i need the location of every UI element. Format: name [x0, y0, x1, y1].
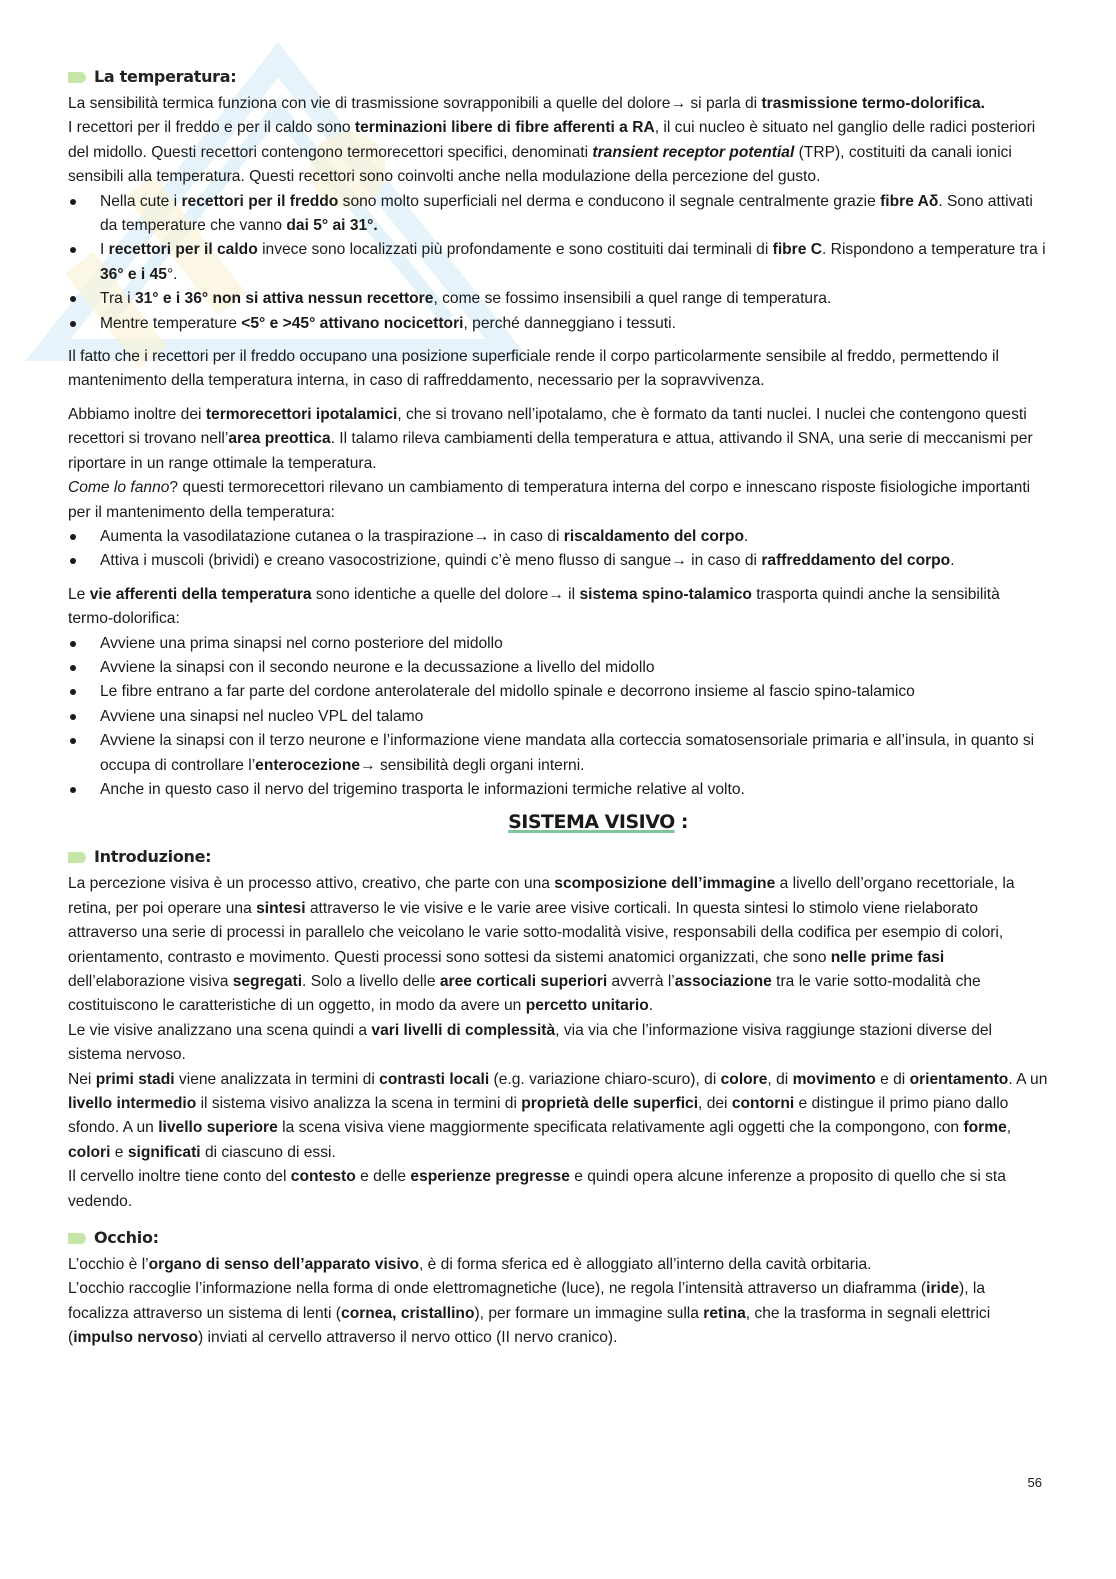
- list-item: Tra i 31° e i 36° non si attiva nessun recettore, come se fossimo insensibili a quel range di temperatura.: [68, 287, 1048, 311]
- paragraph: Abbiamo inoltre dei termorecettori ipotalamici, che si trovano nell’ipotalamo, che è formato da tanti nuclei. I nuclei che contengono questi recettori si trovano nell’area preottica. Il talamo rileva cambiamenti della temperatura e attua, attivando il SNA, una serie di meccanismi per riportare in un range ottimale la temperatura.: [68, 405, 1033, 472]
- list-item: Avviene la sinapsi con il terzo neurone e l’informazione viene mandata alla corteccia somatosensoriale primaria e all’insula, in quanto si occupa di controllare l’enterocezione→ sensibilità degli organi interni.: [68, 729, 1048, 778]
- heading-introduzione: Introduzione:: [68, 842, 1048, 872]
- list-item: I recettori per il caldo invece sono localizzati più profondamente e sono costituiti dai terminali di fibre C. Rispondono a temperature tra i 36° e i 45°.: [68, 238, 1048, 287]
- paragraph: Le vie afferenti della temperatura sono identiche a quelle del dolore→ il sistema spino-talamico trasporta quindi anche la sensibilità termo-dolorifica:: [68, 585, 1000, 628]
- section-title: SISTEMA VISIVO :: [508, 811, 688, 834]
- bullet-list: [68, 632, 1048, 803]
- paragraph: La sensibilità termica funziona con vie di trasmissione sovrapponibili a quelle del dolore→ si parla di trasmissione termo-dolorifica.: [68, 95, 986, 112]
- paragraph: Le vie visive analizzano una scena quindi a vari livelli di complessità, via via che l’informazione visiva raggiunge stazioni diverse del sistema nervoso.: [68, 1021, 993, 1064]
- bullet-list: [68, 525, 1048, 574]
- list-item: Attiva i muscoli (brividi) e creano vasocostrizione, quindi c’è meno flusso di sangue→ in caso di raffreddamento del corpo.: [68, 549, 1048, 573]
- paragraph: L’occhio raccoglie l’informazione nella forma di onde elettromagnetiche (luce), ne regola l’intensità attraverso un diaframma (iride), la focalizza attraverso un sistema di lenti (cornea, cristallino), per formare un immagine sulla retina, che la trasforma in segnali elettrici (impulso nervoso) inviati al cervello attraverso il nervo ottico (II nervo cranico).: [68, 1280, 991, 1347]
- paragraph: Il fatto che i recettori per il freddo occupano una posizione superficiale rende il corpo particolarmente sensibile al freddo, permettendo il mantenimento della temperatura interna, in caso di raffreddamento, necessario per la sopravvivenza.: [68, 348, 999, 390]
- list-item: Avviene una prima sinapsi nel corno posteriore del midollo: [68, 632, 1048, 656]
- paragraph: I recettori per il freddo e per il caldo sono terminazioni libere di fibre afferenti a RA, il cui nucleo è situato nel ganglio delle radici posteriori del midollo. Questi recettori contengono termorecettori specifici, denominati transient receptor potential (TRP), costituiti da canali ionici sensibili alla temperatura. Questi recettori sono coinvolti anche nella modulazione della percezione del gusto.: [68, 119, 1036, 186]
- list-item: Nella cute i recettori per il freddo sono molto superficiali nel derma e conducono il segnale centralmente grazie fibre Aδ. Sono attivati da temperature che vanno dai 5° ai 31°.: [68, 190, 1048, 239]
- list-item: Avviene una sinapsi nel nucleo VPL del talamo: [68, 705, 1048, 729]
- paragraph: Come lo fanno? questi termorecettori rilevano un cambiamento di temperatura interna del corpo e innescano risposte fisiologiche importanti per il mantenimento della temperatura:: [68, 479, 1031, 521]
- bullet-list: [68, 190, 1048, 336]
- list-item: Le fibre entrano a far parte del cordone anterolaterale del midollo spinale e decorrono insieme al fascio spino-talamico: [68, 680, 1048, 704]
- paragraph: La percezione visiva è un processo attivo, creativo, che parte con una scomposizione dell’immagine a livello dell’organo recettoriale, la retina, per poi operare una sintesi attraverso le vie visive e le varie aree visive corticali. In questa sintesi lo stimolo viene rielaborato attraverso una serie di processi in parallelo che veicolano le varie sotto-modalità visive, responsabili della codifica per esempio di colori, orientamento, contrasto e movimento. Questi processi sono sottesi da sistemi anatomici organizzati, che sono nelle prime fasi dell’elaborazione visiva segregati. Solo a livello delle aree corticali superiori avverrà l’associazione tra le varie sotto-modalità che costituiscono le caratteristiche di un oggetto, in modo da avere un percetto unitario.: [68, 875, 1015, 1015]
- heading-occhio: Occhio:: [68, 1223, 1048, 1253]
- arrow-icon: →: [360, 756, 376, 774]
- list-item: Mentre temperature <5° e >45° attivano nocicettori, perché danneggiano i tessuti.: [68, 312, 1048, 336]
- document-body: [68, 62, 1048, 1351]
- arrow-icon: →: [548, 585, 564, 603]
- list-item: Aumenta la vasodilatazione cutanea o la traspirazione→ in caso di riscaldamento del corpo.: [68, 525, 1048, 549]
- list-item: Anche in questo caso il nervo del trigemino trasporta le informazioni termiche relative al volto.: [68, 778, 1048, 802]
- tag-icon: [68, 1233, 86, 1244]
- tag-icon: [68, 72, 86, 83]
- arrow-icon: →: [671, 552, 687, 570]
- paragraph: Il cervello inoltre tiene conto del contesto e delle esperienze pregresse e quindi opera alcune inferenze a proposito di quello che si sta vedendo.: [68, 1168, 1006, 1210]
- arrow-icon: →: [670, 95, 687, 112]
- heading-temperatura: La temperatura:: [68, 62, 1048, 92]
- paragraph: Nei primi stadi viene analizzata in termini di contrasti locali (e.g. variazione chiaro-scuro), di colore, di movimento e di orientamento. A un livello intermedio il sistema visivo analizza la scena in termini di proprietà delle superfici, dei contorni e distingue il primo piano dallo sfondo. A un livello superiore la scena visiva viene maggiormente specificata relativamente agli oggetti che la compongono, con forme, colori e significati di ciascuno di essi.: [68, 1070, 1048, 1161]
- page-number: 56: [1027, 1475, 1042, 1490]
- tag-icon: [68, 852, 86, 863]
- list-item: Avviene la sinapsi con il secondo neurone e la decussazione a livello del midollo: [68, 656, 1048, 680]
- paragraph: L’occhio è l’organo di senso dell’apparato visivo, è di forma sferica ed è alloggiato all’interno della cavità orbitaria.: [68, 1256, 872, 1274]
- arrow-icon: →: [473, 527, 490, 545]
